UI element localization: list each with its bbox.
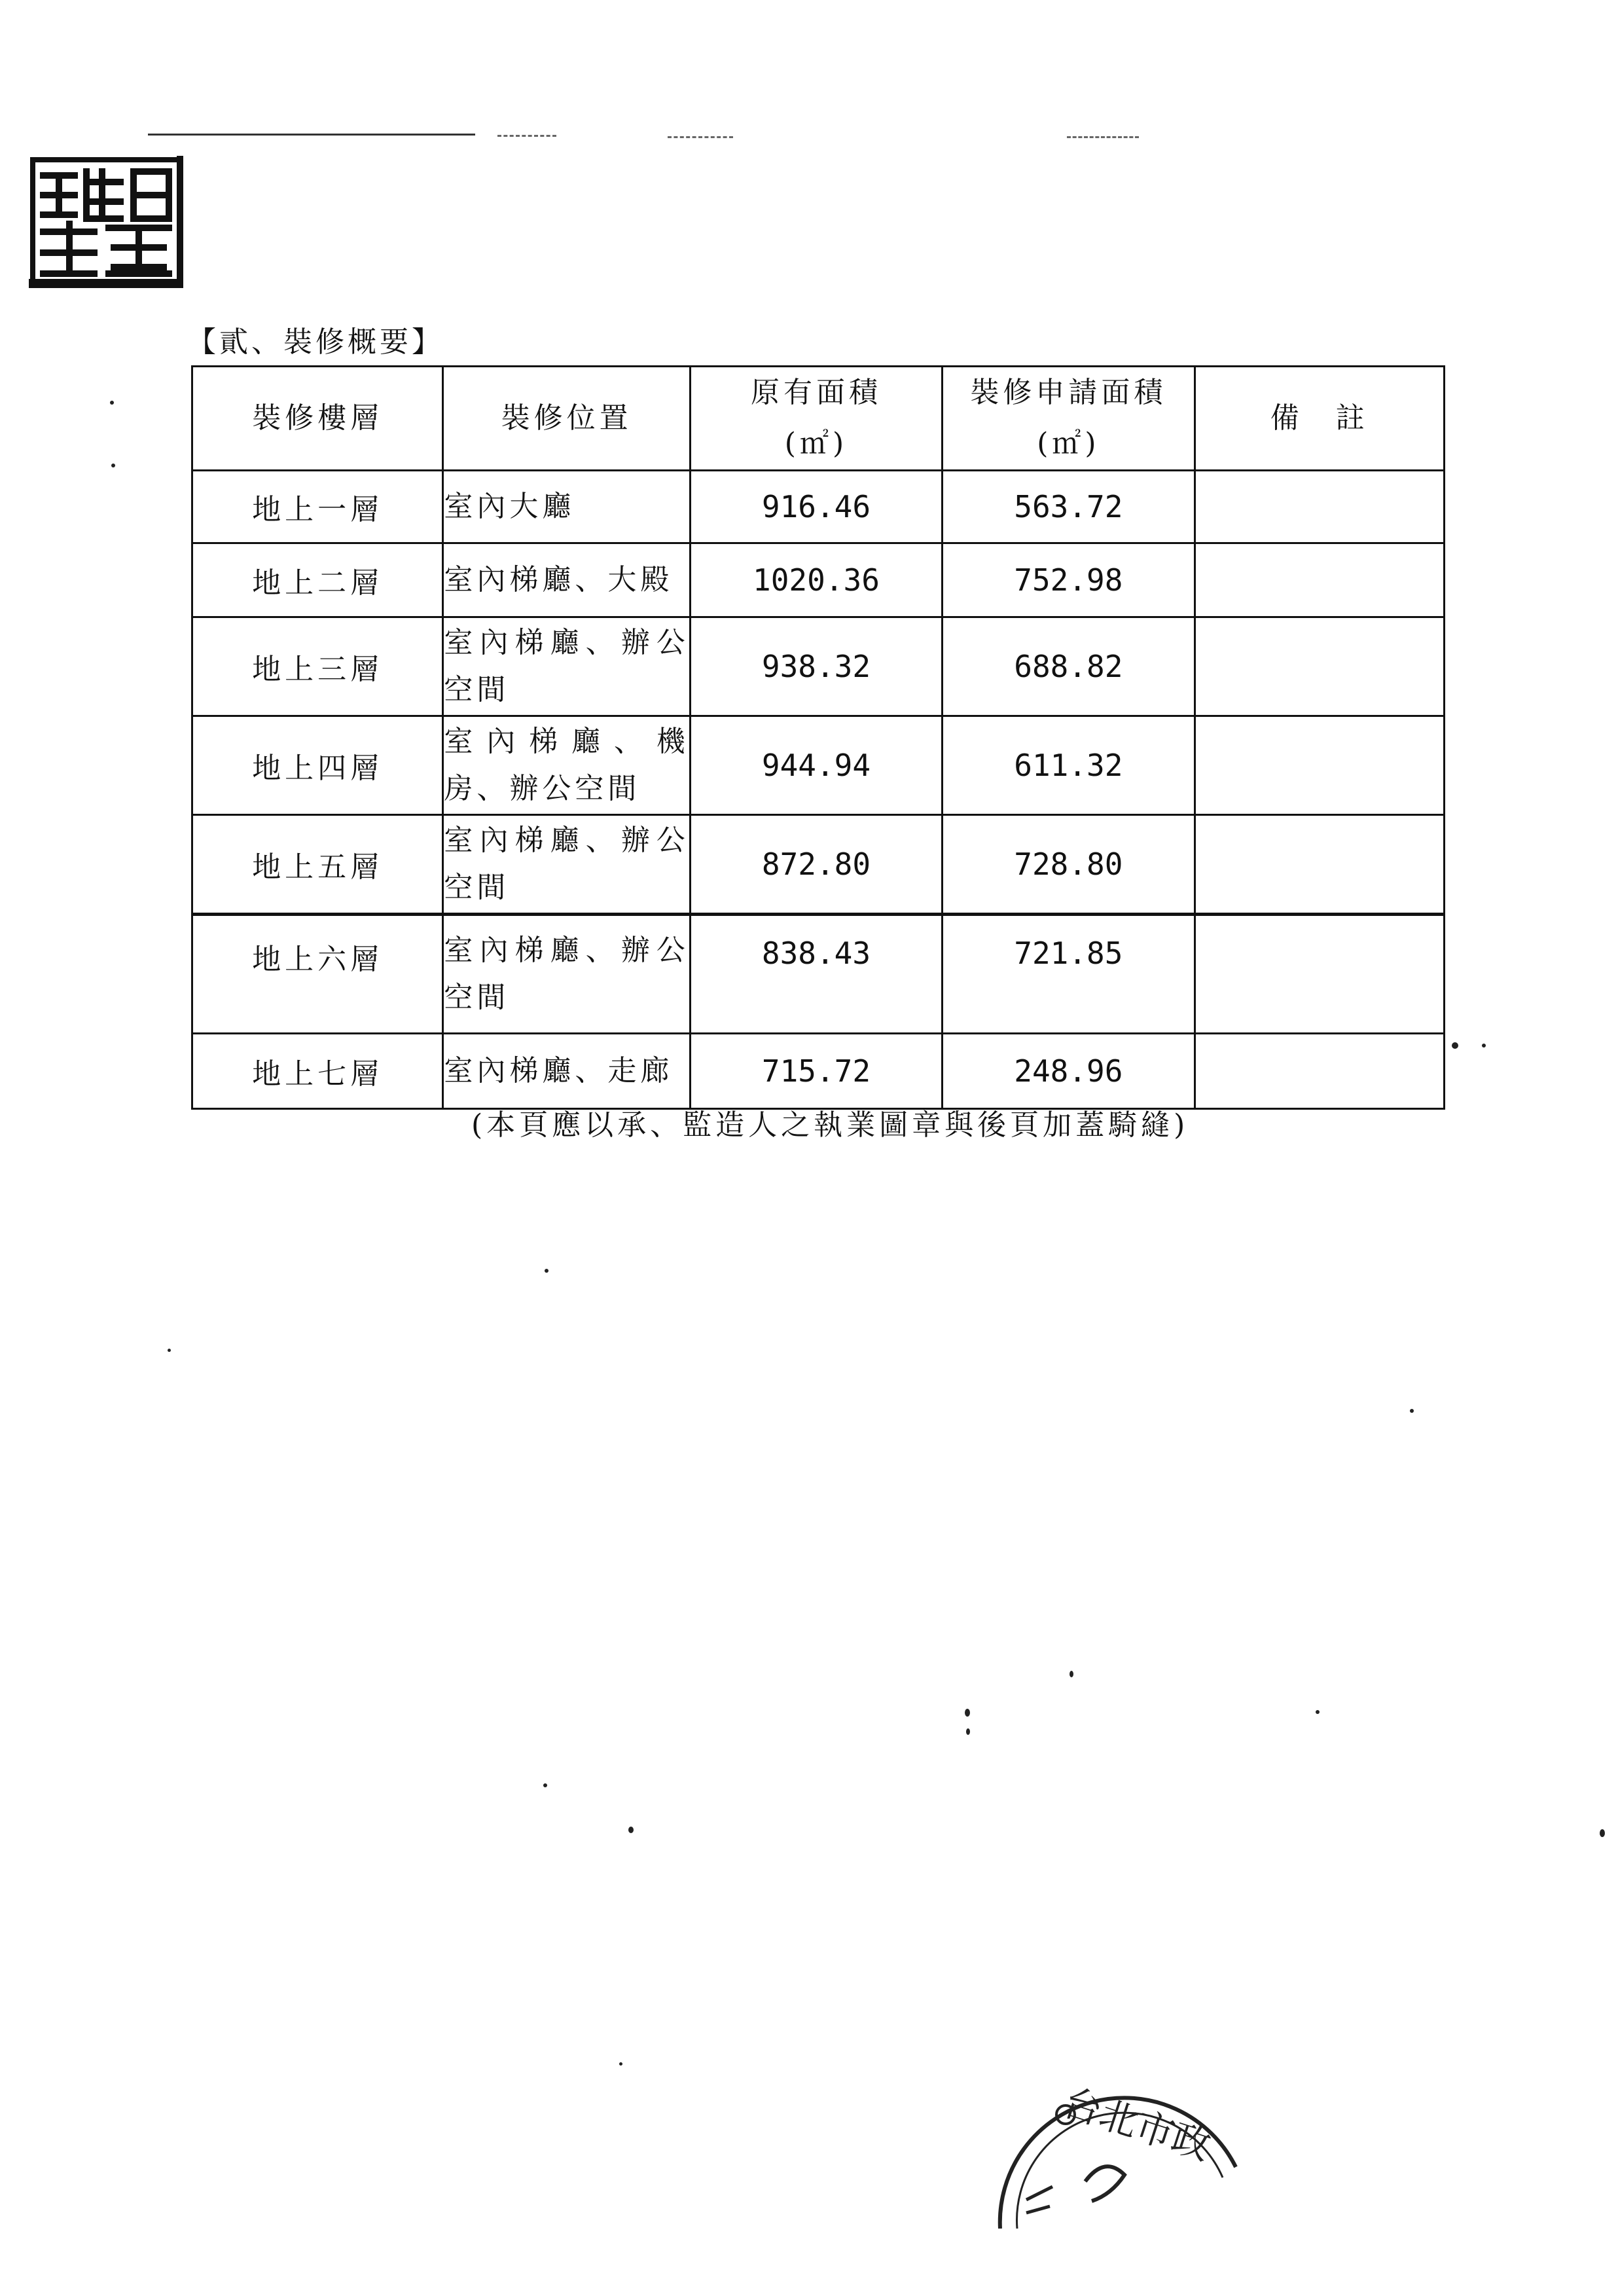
header-requested-area-unit: (㎡) — [1037, 427, 1100, 460]
requested-area-cell: 752.98 — [943, 543, 1195, 617]
requested-area-cell: 721.85 — [943, 915, 1195, 1034]
stamp-text: 台北市政 — [1058, 2079, 1216, 2169]
remarks-cell — [1195, 1034, 1444, 1109]
scan-speck — [1316, 1710, 1320, 1714]
header-location: 裝修位置 — [443, 367, 690, 471]
floor-cell: 地上三層 — [192, 617, 443, 716]
requested-area-cell: 563.72 — [943, 471, 1195, 543]
remarks-cell — [1195, 543, 1444, 617]
remarks-cell — [1195, 471, 1444, 543]
remarks-cell — [1195, 617, 1444, 716]
scan-speck — [543, 1783, 547, 1787]
original-area-cell: 938.32 — [690, 617, 942, 716]
requested-area-cell: 728.80 — [943, 815, 1195, 915]
original-area-cell: 916.46 — [690, 471, 942, 543]
location-cell: 室內梯廳、辦公空間 — [443, 617, 690, 716]
table-row — [192, 1034, 1445, 1109]
floor-cell: 地上七層 — [192, 1034, 443, 1109]
scan-speck — [110, 401, 114, 405]
table-row — [192, 471, 1445, 543]
scan-speck — [965, 1709, 970, 1717]
floor-cell: 地上二層 — [192, 543, 443, 617]
requested-area-cell: 611.32 — [943, 716, 1195, 815]
scan-speck — [545, 1269, 548, 1273]
scan-speck — [1482, 1044, 1486, 1048]
scan-speck — [1452, 1042, 1458, 1049]
table-header-row — [192, 367, 1445, 471]
floor-cell: 地上四層 — [192, 716, 443, 815]
original-area-cell: 838.43 — [690, 915, 942, 1034]
requested-area-cell: 248.96 — [943, 1034, 1195, 1109]
original-area-cell: 1020.36 — [690, 543, 942, 617]
scan-speck — [1070, 1671, 1073, 1677]
header-original-area — [690, 367, 942, 471]
original-area-cell: 872.80 — [690, 815, 942, 915]
top-rule-dashed — [668, 136, 733, 138]
table-row — [192, 543, 1445, 617]
header-original-area-label: 原有面積 — [750, 376, 882, 409]
government-stamp — [987, 2069, 1249, 2229]
scan-speck — [1600, 1829, 1605, 1837]
remarks-cell — [1195, 915, 1444, 1034]
original-area-cell: 944.94 — [690, 716, 942, 815]
renovation-summary-table — [191, 365, 1445, 1110]
location-cell: 室內梯廳、辦公空間 — [443, 915, 690, 1034]
scan-speck — [628, 1827, 634, 1833]
professional-seal — [29, 156, 183, 288]
header-original-area-unit: (㎡) — [784, 427, 848, 460]
location-cell: 室內梯廳、辦公空間 — [443, 815, 690, 915]
section-title: 【貳、裝修概要】 — [187, 325, 444, 359]
header-requested-area — [943, 367, 1195, 471]
scan-speck — [1410, 1409, 1414, 1413]
requested-area-cell: 688.82 — [943, 617, 1195, 716]
top-rule-dashed — [497, 135, 556, 137]
location-cell: 室內梯廳、機房、辦公空間 — [443, 716, 690, 815]
original-area-cell: 715.72 — [690, 1034, 942, 1109]
scan-speck — [168, 1349, 171, 1352]
floor-cell: 地上五層 — [192, 815, 443, 915]
scan-speck — [111, 464, 115, 467]
table-row — [192, 815, 1445, 915]
header-floor: 裝修樓層 — [192, 367, 443, 471]
remarks-cell — [1195, 815, 1444, 915]
scan-speck — [619, 2062, 622, 2066]
floor-cell: 地上一層 — [192, 471, 443, 543]
scan-speck — [966, 1728, 970, 1735]
header-requested-area-label: 裝修申請面積 — [970, 376, 1167, 409]
location-cell: 室內梯廳、大殿 — [443, 543, 690, 617]
top-rule — [148, 134, 475, 136]
location-cell: 室內梯廳、走廊 — [443, 1034, 690, 1109]
table-row — [192, 617, 1445, 716]
top-rule-dashed — [1067, 136, 1139, 138]
seam-stamp-note: (本頁應以承、監造人之執業圖章與後頁加蓋騎縫) — [471, 1108, 1189, 1142]
remarks-cell — [1195, 716, 1444, 815]
table-row — [192, 716, 1445, 815]
floor-cell: 地上六層 — [192, 915, 443, 1034]
location-cell: 室內大廳 — [443, 471, 690, 543]
header-remarks: 備 註 — [1195, 367, 1444, 471]
table-row — [192, 915, 1445, 1034]
